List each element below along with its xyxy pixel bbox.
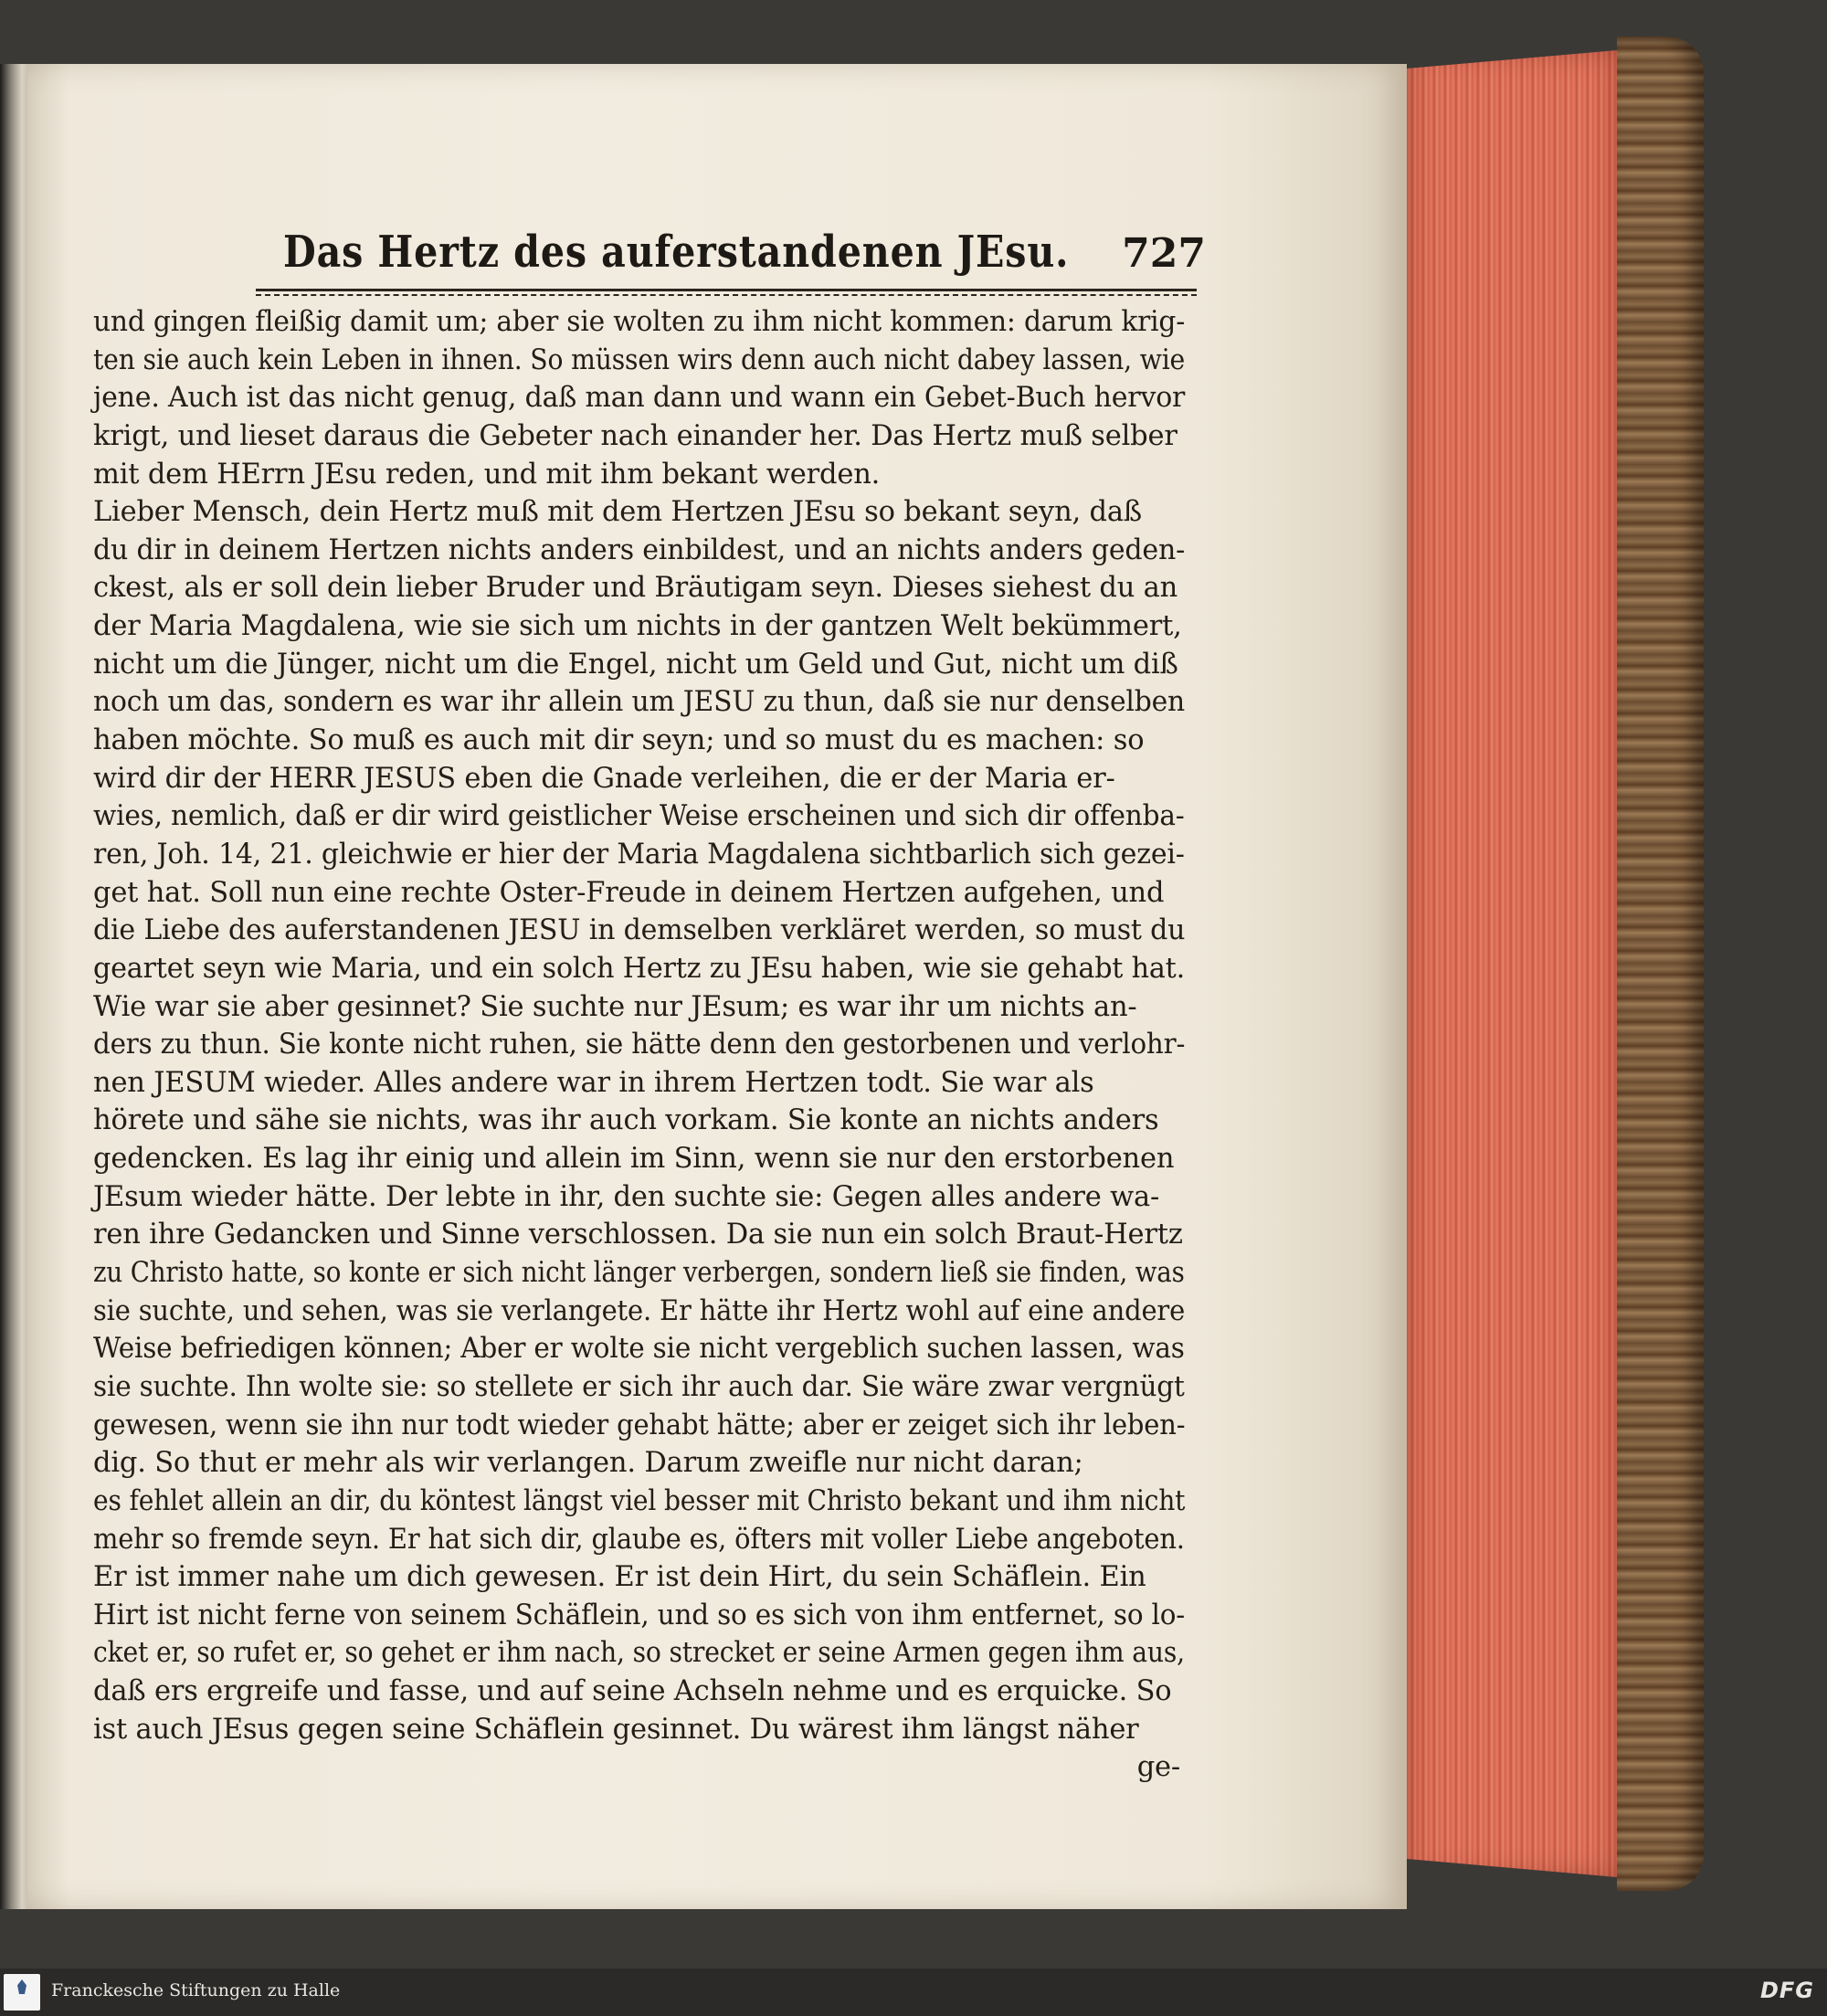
running-head: [256, 227, 1206, 300]
text-line: get hat. Soll nun eine rechte Oster-Freude in deinem Hertzen aufgehen, und: [93, 876, 1165, 909]
text-line: nicht um die Jünger, nicht um die Engel, nicht um Geld und Gut, nicht um diß: [93, 648, 1178, 681]
text-line: daß ers ergreife und fasse, und auf seine Achseln nehme und es erquicke. So: [93, 1675, 1172, 1708]
text-line: jene. Auch ist das nicht genug, daß man dann und wann ein Gebet-Buch hervor: [93, 382, 1186, 415]
text-line: ren ihre Gedancken und Sinne verschlossen. Da sie nun ein solch Braut-Hertz: [93, 1219, 1183, 1251]
page-title: Das Hertz des auferstandenen JEsu.: [283, 227, 1070, 278]
text-line: Lieber Mensch, dein Hertz muß mit dem Hertzen JEsu so bekant seyn, daß: [93, 496, 1142, 529]
footer-bar: [0, 1969, 1827, 2016]
institution-logo-icon: [4, 1974, 40, 2011]
text-line: der Maria Magdalena, wie sie sich um nichts in der gantzen Welt bekümmert,: [93, 610, 1182, 643]
text-line: noch um das, sondern es war ihr allein um JESU zu thun, daß sie nur denselben: [93, 686, 1186, 719]
text-line: geartet seyn wie Maria, und ein solch Hertz zu JEsu haben, wie sie gehabt hat.: [93, 952, 1185, 985]
text-line: sie suchte, und sehen, was sie verlangete. Er hätte ihr Hertz wohl auf eine andere: [93, 1294, 1186, 1327]
text-line: es fehlet allein an dir, du köntest längst viel besser mit Christo bekant und ihm nicht: [93, 1484, 1186, 1517]
text-line: JEsum wieder hätte. Der lebte in ihr, den suchte sie: Gegen alles andere wa-: [93, 1180, 1160, 1213]
left-page-edge: [0, 64, 27, 1909]
text-line: wies, nemlich, daß er dir wird geistlicher Weise erscheinen und sich dir offenba-: [93, 800, 1185, 833]
text-line: gedencken. Es lag ihr einig und allein im Sinn, wenn sie nur den erstorbenen: [93, 1143, 1175, 1176]
body-text: [93, 303, 1185, 1787]
text-line: hörete und sähe sie nichts, was ihr auch vorkam. Sie konte an nichts anders: [93, 1104, 1159, 1137]
text-line: ten sie auch kein Leben in ihnen. So müssen wirs denn auch nicht dabey lassen, wie: [93, 343, 1186, 376]
text-line: mehr so fremde seyn. Er hat sich dir, glaube es, öfters mit voller Liebe angeboten.: [93, 1523, 1185, 1556]
text-line: du dir in deinem Hertzen nichts anders einbildest, und an nichts anders geden-: [93, 533, 1186, 566]
text-line: und gingen fleißig damit um; aber sie wolten zu ihm nicht kommen: darum krig-: [93, 306, 1186, 338]
header-rule: [256, 289, 1197, 291]
text-line: haben möchte. So muß es auch mit dir seyn; und so must du es machen: so: [93, 724, 1145, 757]
text-line: Er ist immer nahe um dich gewesen. Er ist dein Hirt, du sein Schäflein. Ein: [93, 1561, 1146, 1594]
header-rule-dashed: [256, 294, 1197, 296]
page-number: 727: [1122, 230, 1206, 277]
text-line: dig. So thut er mehr als wir verlangen. Darum zweifle nur nicht daran;: [93, 1447, 1083, 1480]
text-line: sie suchte. Ihn wolte sie: so stellete er sich ihr auch dar. Sie wäre zwar vergnügt: [93, 1370, 1185, 1403]
text-line: ge-: [1136, 1751, 1180, 1784]
text-line: cket er, so rufet er, so gehet er ihm nach, so strecket er seine Armen gegen ihm aus,: [93, 1637, 1185, 1670]
text-line: gewesen, wenn sie ihn nur todt wieder gehabt hätte; aber er zeiget sich ihr leben-: [93, 1409, 1186, 1441]
text-line: krigt, und lieset daraus die Gebeter nach einander her. Das Hertz muß selber: [93, 419, 1178, 452]
text-line: Hirt ist nicht ferne von seinem Schäflein, und so es sich von ihm entfernet, so lo-: [93, 1599, 1186, 1631]
text-line: zu Christo hatte, so konte er sich nicht länger verbergen, sondern ließ sie finden, was: [93, 1257, 1185, 1290]
text-line: ren, Joh. 14, 21. gleichwie er hier der Maria Magdalena sichtbarlich sich gezei-: [93, 838, 1185, 871]
text-line: die Liebe des auferstandenen JESU in demselben verkläret werden, so must du: [93, 914, 1186, 947]
text-line: Weise befriedigen können; Aber er wolte sie nicht vergeblich suchen lassen, was: [93, 1333, 1185, 1366]
red-page-edges: [1407, 50, 1617, 1877]
text-line: ckest, als er soll dein lieber Bruder und Bräutigam seyn. Dieses siehest du an: [93, 572, 1178, 605]
text-line: ders zu thun. Sie konte nicht ruhen, sie hätte denn den gestorbenen und verlohr-: [93, 1029, 1186, 1061]
text-line: mit dem HErrn JEsu reden, und mit ihm bekant werden.: [93, 458, 881, 491]
institution-name: Franckesche Stiftungen zu Halle: [51, 1980, 341, 2000]
book-cover-edge: [1617, 37, 1704, 1891]
book-page: [27, 64, 1407, 1909]
text-line: nen JESUM wieder. Alles andere war in ihrem Hertzen todt. Sie war als: [93, 1066, 1094, 1099]
text-line: wird dir der HERR JESUS eben die Gnade verleihen, die er der Maria er-: [93, 762, 1115, 795]
text-line: Wie war sie aber gesinnet? Sie suchte nur JEsum; es war ihr um nichts an-: [93, 990, 1137, 1023]
dfg-logo: DFG: [1759, 1978, 1814, 2003]
text-line: ist auch JEsus gegen seine Schäflein gesinnet. Du wärest ihm längst näher: [93, 1713, 1139, 1746]
